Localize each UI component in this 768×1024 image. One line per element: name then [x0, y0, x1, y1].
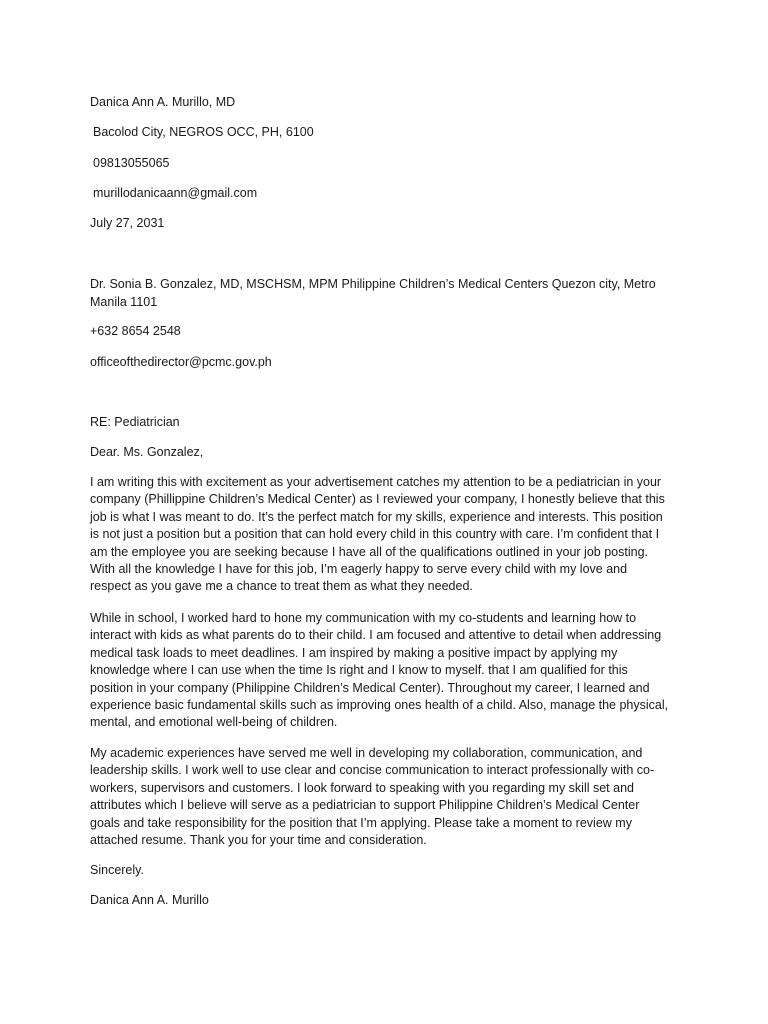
body-line: position in your company (Philippine Children’s Medical Center). Throughout my career, I learned and: [90, 680, 650, 695]
closing: Sincerely.: [90, 863, 144, 877]
body-line: medical task loads to meet deadlines. I am inspired by making a positive impact by applying my: [90, 645, 618, 660]
sender-address: Bacolod City, NEGROS OCC, PH, 6100: [93, 125, 314, 139]
body-line: interact with kids as what parents do to their child. I am focused and attentive to detail when addressing: [90, 628, 662, 643]
body-line: company (Phillippine Children’s Medical Center) as I reviewed your company, I honestly believe that this: [90, 492, 665, 507]
salutation: Dear. Ms. Gonzalez,: [90, 445, 204, 459]
recipient-line-1: Dr. Sonia B. Gonzalez, MD, MSCHSM, MPM Philippine Children’s Medical Centers Quezon city, Metro: [90, 277, 656, 291]
letter-date: July 27, 2031: [90, 216, 165, 230]
body-line: knowledge where I can use when the time Is right and I know to myself. that I am qualified for this: [90, 663, 628, 678]
subject-line: RE: Pediatrician: [90, 415, 180, 429]
body-line: is not just a position but a position that can hold every child in this country with care. I’m confident that I: [90, 527, 660, 542]
signature: Danica Ann A. Murillo: [90, 893, 209, 907]
body-line: leadership skills. I work well to use clear and concise communication to interact professionally with co-: [90, 763, 655, 778]
body-line: attributes which I believe will serve as a pediatrician to support Philippine Children’s Medical Center: [90, 798, 640, 813]
sender-email: murillodanicaann@gmail.com: [93, 186, 258, 200]
sender-name: Danica Ann A. Murillo, MD: [90, 95, 236, 109]
body-line: am the employee you are seeking because I have all of the qualifications outlined in your job posting.: [90, 544, 648, 559]
recipient-line-2: Manila 1101: [90, 295, 158, 309]
body-line: While in school, I worked hard to hone my communication with my co-students and learning how to: [90, 611, 637, 625]
body-line: My academic experiences have served me well in developing my collaboration, communication, and: [90, 746, 643, 760]
body-line: mental, and emotional well-being of children.: [90, 715, 338, 730]
body-line: goals and take responsibility for the position that I’m applying. Please take a moment to review my: [90, 815, 632, 830]
body-line: I am writing this with excitement as your advertisement catches my attention to be a pediatrician in your: [90, 475, 662, 489]
body-paragraph-3: [90, 745, 690, 849]
body-paragraph-2: [90, 610, 690, 732]
body-line: attached resume. Thank you for your time and consideration.: [90, 833, 427, 848]
recipient-phone: +632 8654 2548: [90, 324, 181, 338]
body-line: With all the knowledge I have for this job, I’m eagerly happy to serve every child with my love and: [90, 562, 628, 577]
body-line: job is what I was meant to do. It’s the perfect match for my skills, experience and interests. This position: [90, 509, 663, 524]
body-line: experience basic fundamental skills such as improving ones health of a child. Also, manage the physical,: [90, 698, 669, 713]
sender-phone: 09813055065: [93, 156, 170, 170]
body-line: respect as you gave me a chance to treat them as what they needed.: [90, 579, 473, 594]
body-paragraph-1: [90, 474, 690, 596]
recipient-email: officeofthedirector@pcmc.gov.ph: [90, 355, 272, 369]
body-line: workers, supervisors and customers. I look forward to speaking with you regarding my skill set and: [90, 780, 634, 795]
